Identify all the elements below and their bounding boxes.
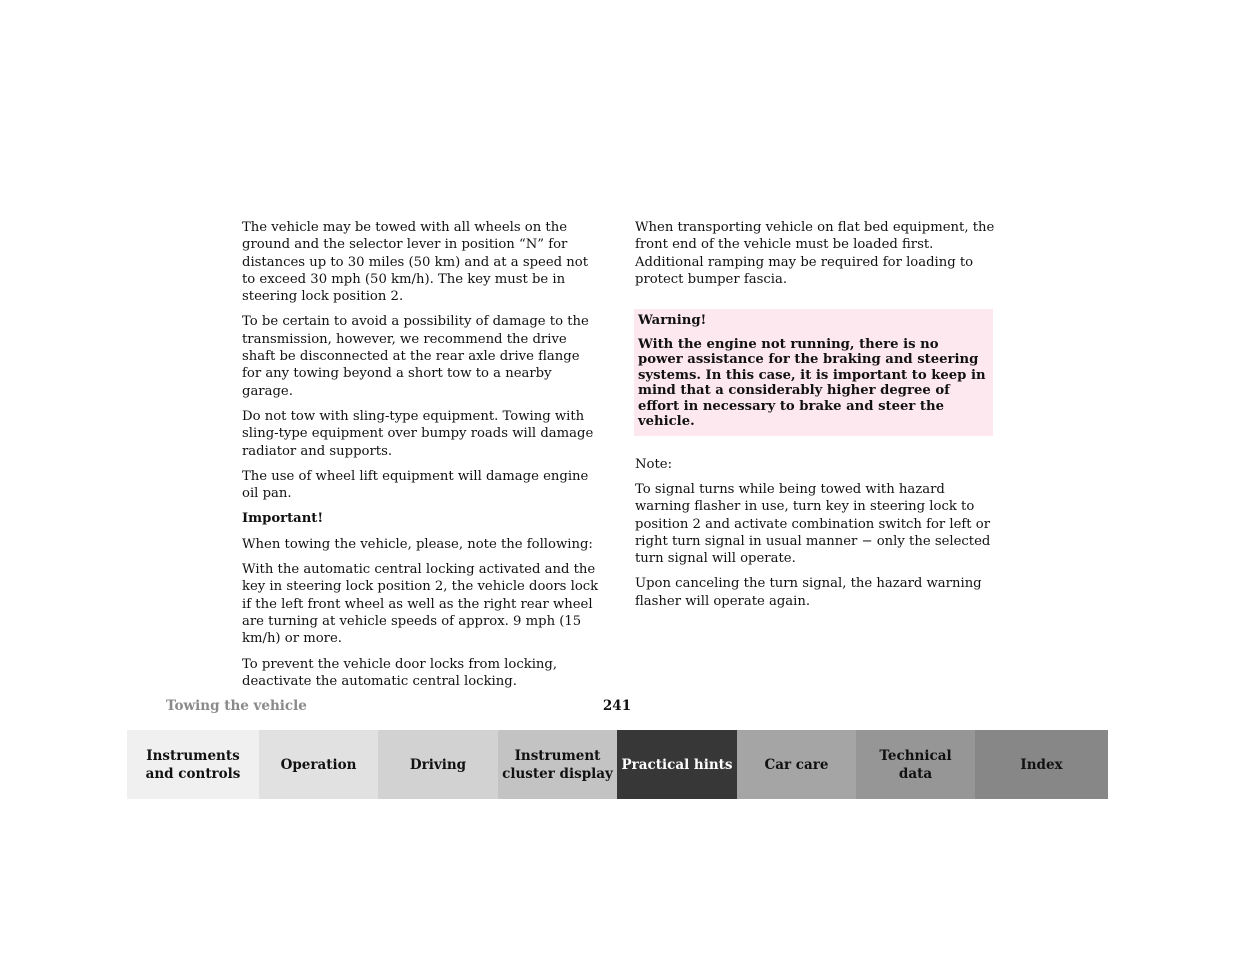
warning-title: Warning! <box>638 313 707 329</box>
right-column <box>635 219 995 618</box>
tab-technical-data[interactable]: Technical data <box>856 730 975 799</box>
warning-body: With the engine not running, there is no power assistance for the braking and steering systems. In this case, it is important to keep in mind that a considerably higher degree of effort in necessary to brake and steer the vehicle. <box>638 336 986 430</box>
paragraph-towing-distance: The vehicle may be towed with all wheels on the ground and the selector lever in position “N” for distances up to 30 miles (50 km) and at a speed not to exceed 30 mph (50 km/h). The key must be in steering lock position 2. <box>242 220 588 305</box>
left-column <box>242 219 602 698</box>
important-heading: Important! <box>242 511 324 527</box>
paragraph-sling-equipment: Do not tow with sling-type equipment. Towing with sling-type equipment over bumpy roads will damage radiator and supports. <box>242 408 594 459</box>
tab-operation[interactable]: Operation <box>259 730 378 799</box>
warning-box <box>634 309 993 436</box>
tab-driving[interactable]: Driving <box>378 730 498 799</box>
section-title: Towing the vehicle <box>166 698 307 714</box>
paragraph-flat-bed: When transporting vehicle on flat bed equipment, the front end of the vehicle must be loaded first. Additional ramping may be required for loading to protect bumper fascia. <box>635 220 995 287</box>
paragraph-deactivate-locking: To prevent the vehicle door locks from locking, deactivate the automatic central locking. <box>242 656 558 689</box>
chapter-navigation <box>127 730 1108 799</box>
tab-instrument-cluster-display[interactable]: Instrument cluster display <box>498 730 617 799</box>
paragraph-turn-signals: To signal turns while being towed with hazard warning flasher in use, turn key in steering lock to position 2 and activate combination switch for left or right turn signal in usual manner − only the selected turn signal will operate. <box>635 481 991 567</box>
page-number: 241 <box>602 698 632 714</box>
paragraph-wheel-lift: The use of wheel lift equipment will damage engine oil pan. <box>242 468 589 502</box>
paragraph-central-locking: With the automatic central locking activated and the key in steering lock position 2, the vehicle doors lock if the left front wheel as well as the right rear wheel are turning at vehicle speeds of approx. 9 mph (15 km/h) or more. <box>242 562 599 647</box>
tab-index[interactable]: Index <box>975 730 1108 799</box>
paragraph-note-following: When towing the vehicle, please, note the following: <box>242 536 593 552</box>
tab-practical-hints[interactable]: Practical hints <box>617 730 737 799</box>
tab-instruments-and-controls[interactable]: Instruments and controls <box>127 730 259 799</box>
paragraph-drive-shaft: To be certain to avoid a possibility of damage to the transmission, however, we recommend the drive shaft be disconnected at the rear axle drive flange for any towing beyond a short tow to a nearby garage. <box>242 314 589 399</box>
tab-car-care[interactable]: Car care <box>737 730 856 799</box>
note-heading: Note: <box>635 456 673 472</box>
paragraph-canceling-signal: Upon canceling the turn signal, the hazard warning flasher will operate again. <box>635 576 982 609</box>
